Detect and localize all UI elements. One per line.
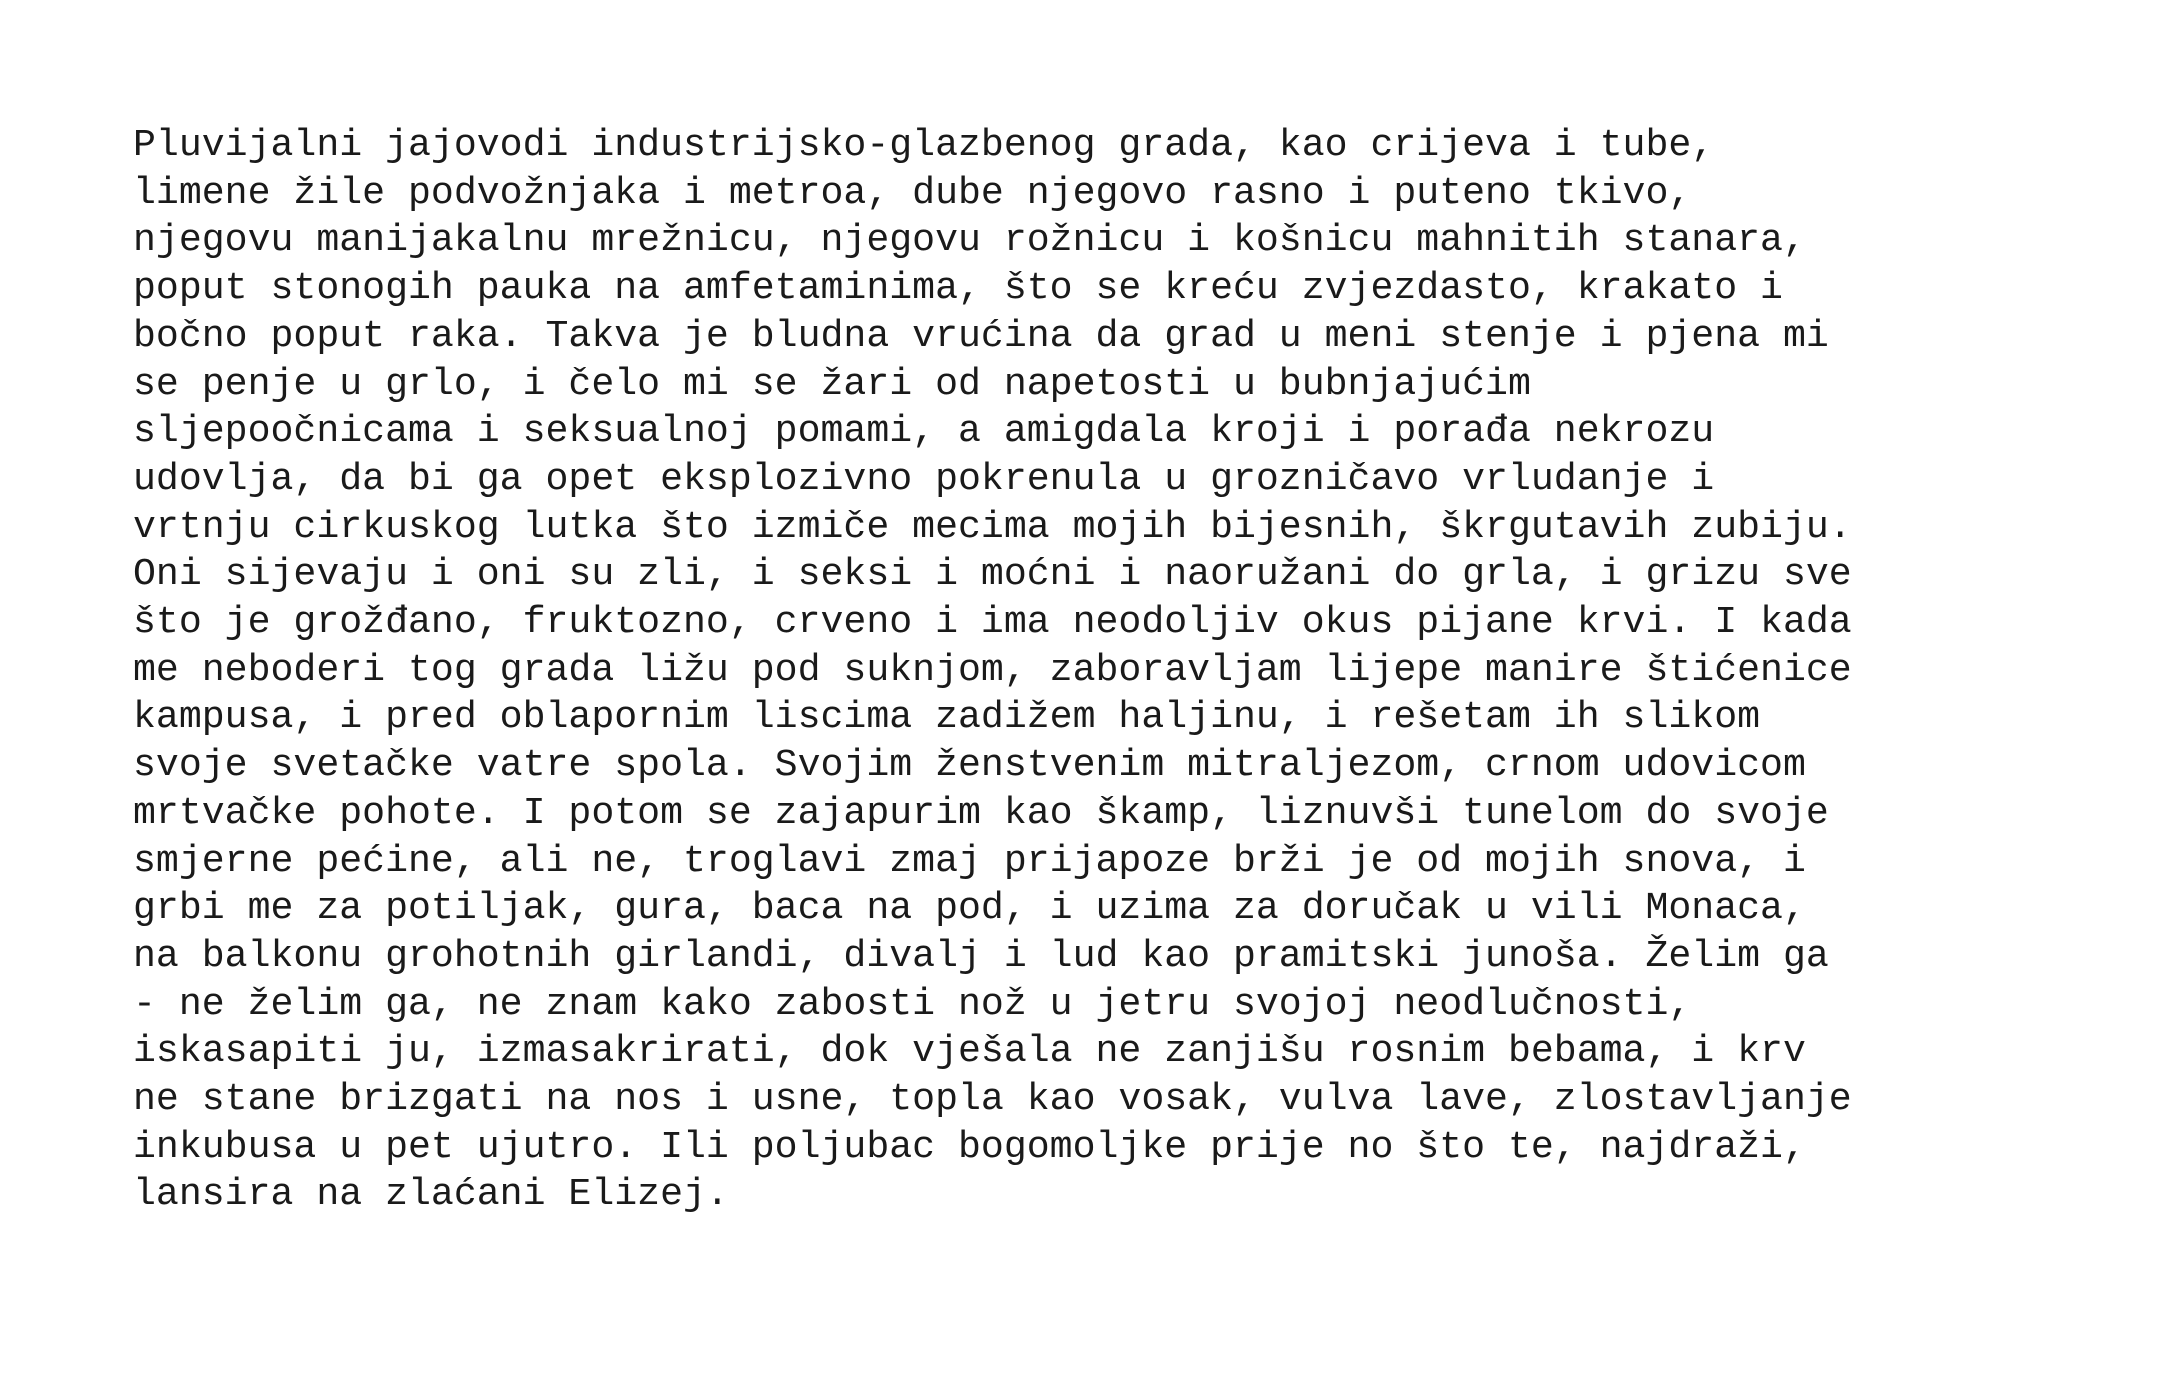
text-line-9: vrtnju cirkuskog lutka što izmiče mecima mojih bijesnih, škrgutavih zubiju. [133,505,1852,549]
text-line-6: se penje u grlo, i čelo mi se žari od napetosti u bubnjajućim [133,362,1531,406]
text-line-1: Pluvijalni jajovodi industrijsko-glazbenog grada, kao crijeva i tube, [133,124,1715,167]
text-line-20: iskasapiti ju, izmasakrirati, dok vješala ne zanjišu rosnim bebama, i krv [133,1030,1806,1074]
text-line-13: kampusa, i pred oblapornim liscima zadižem haljinu, i rešetam ih slikom [133,696,1761,740]
text-line-7: sljepoočnicama i seksualnoj pomami, a amigdala kroji i porađa nekrozu [133,410,1715,454]
text-line-18: na balkonu grohotnih girlandi, divalj i lud kao pramitski junoša. Želim ga [133,934,1829,978]
text-line-12: me neboderi tog grada ližu pod suknjom, zaboravljam lijepe manire štićenice [133,648,1852,692]
text-line-11: što je grožđano, fruktozno, crveno i ima neodoljiv okus pijane krvi. I kada [133,601,1852,645]
text-line-2: limene žile podvožnjaka i metroa, dube njegovo rasno i puteno tkivo, [133,171,1692,215]
text-line-22: inkubusa u pet ujutro. Ili poljubac bogomoljke prije no što te, najdraži, [133,1125,1806,1169]
text-line-5: bočno poput raka. Takva je bludna vrućina da grad u meni stenje i pjena mi [133,314,1829,358]
text-line-21: ne stane brizgati na nos i usne, topla kao vosak, vulva lave, zlostavljanje [133,1078,1852,1122]
text-line-3: njegovu manijakalnu mrežnicu, njegovu rožnicu i košnicu mahnitih stanara, [133,219,1806,263]
text-line-16: smjerne pećine, ali ne, troglavi zmaj prijapoze brži je od mojih snova, i [133,839,1806,883]
body-text [133,122,2153,1219]
text-line-19: - ne želim ga, ne znam kako zabosti nož u jetru svojoj neodlučnosti, [133,982,1692,1026]
text-line-8: udovlja, da bi ga opet eksplozivno pokrenula u grozničavo vrludanje i [133,457,1715,501]
text-line-4: poput stonogih pauka na amfetaminima, što se kreću zvjezdasto, krakato i [133,267,1783,311]
text-line-15: mrtvačke pohote. I potom se zajapurim kao škamp, liznuvši tunelom do svoje [133,791,1829,835]
text-line-14: svoje svetačke vatre spola. Svojim ženstvenim mitraljezom, crnom udovicom [133,744,1806,788]
text-line-17: grbi me za potiljak, gura, baca na pod, i uzima za doručak u vili Monaca, [133,887,1806,931]
text-line-10: Oni sijevaju i oni su zli, i seksi i moćni i naoružani do grla, i grizu sve [133,553,1852,597]
text-line-23: lansira na zlaćani Elizej. [133,1173,729,1217]
